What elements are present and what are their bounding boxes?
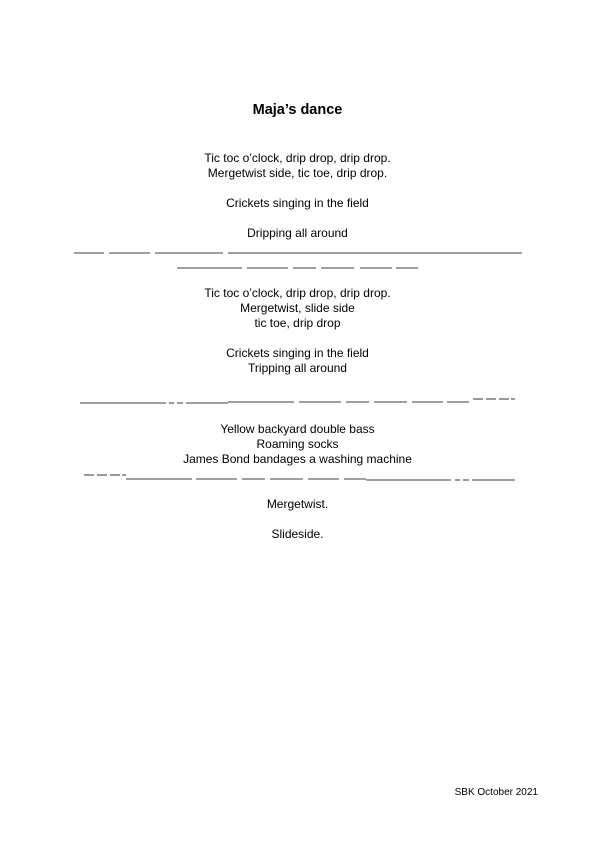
blank-rules xyxy=(0,260,595,272)
blank-rule-row xyxy=(0,245,595,257)
poem-line: Crickets singing in the field xyxy=(226,346,369,360)
poem-line: Dripping all around xyxy=(247,226,348,240)
blank-rule-row xyxy=(0,260,595,272)
poem-line: Mergetwist. xyxy=(266,497,329,511)
poem-line: Roaming socks xyxy=(256,437,339,451)
poem-line: tic toe, drip drop xyxy=(254,316,341,330)
footer-credit: SBK October 2021 xyxy=(454,787,538,798)
blank-rule-row xyxy=(0,470,595,482)
blank-rule-row xyxy=(0,394,595,406)
poem-line: Tripping all around xyxy=(248,361,347,375)
poem-line: Slideside. xyxy=(271,527,324,541)
poem-line: Crickets singing in the field xyxy=(226,196,369,210)
blank-rules xyxy=(0,394,595,406)
poem-line: Yellow backyard double bass xyxy=(220,422,375,436)
blank-rules xyxy=(0,245,595,257)
poem-line: James Bond bandages a washing machine xyxy=(183,452,412,466)
poem-line: Tic toc o’clock, drip drop, drip drop. xyxy=(204,151,391,165)
poem-title: Maja’s dance xyxy=(252,102,343,118)
poem-line: Tic toc o’clock, drip drop, drip drop. xyxy=(204,286,391,300)
poem-line: Mergetwist, slide side xyxy=(240,301,355,315)
poem-line: Mergetwist side, tic toe, drip drop. xyxy=(207,166,388,180)
blank-rules xyxy=(0,470,595,482)
